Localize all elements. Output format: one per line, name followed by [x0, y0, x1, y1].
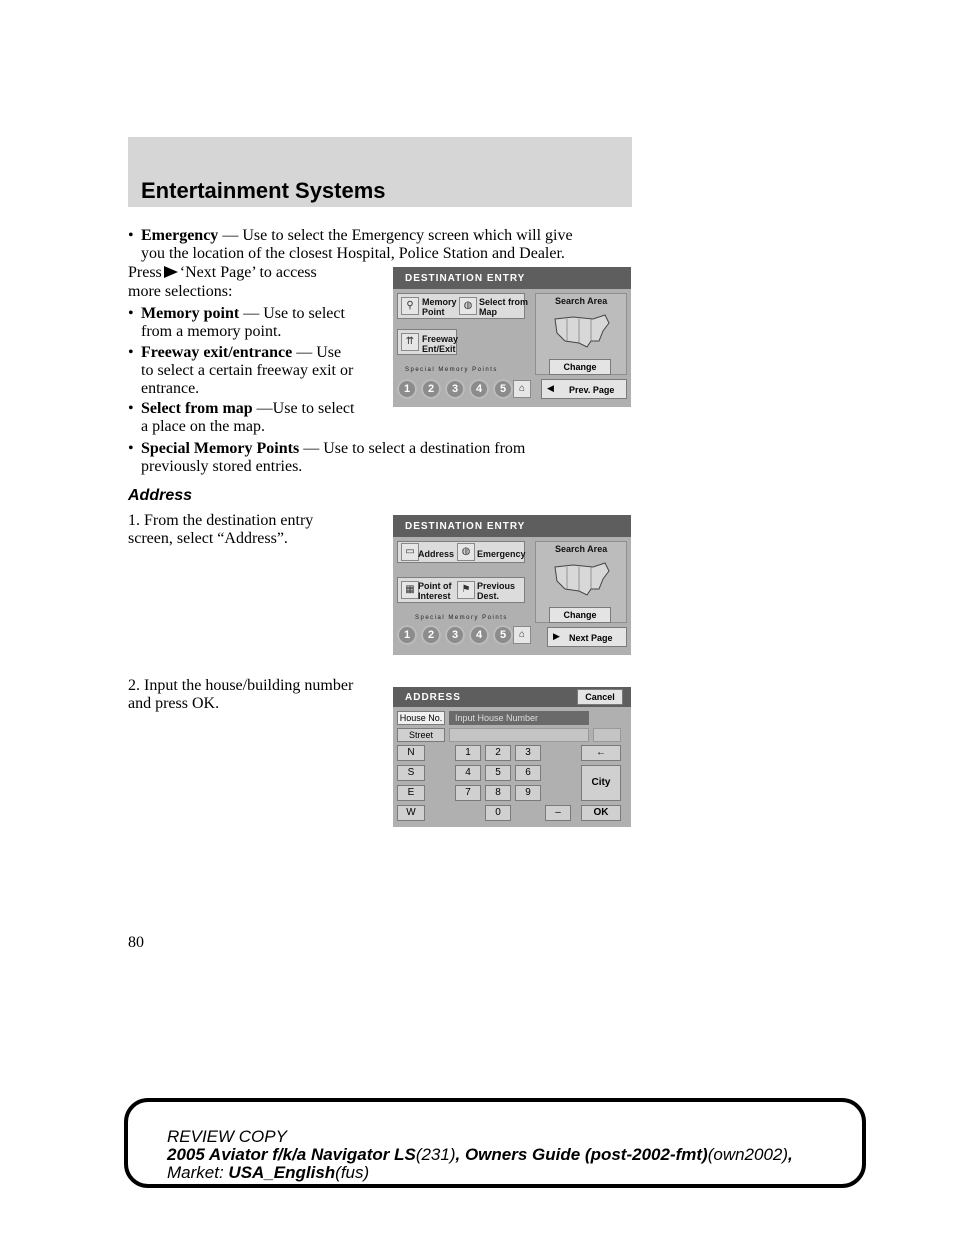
screen-title: DESTINATION ENTRY: [393, 515, 631, 537]
us-map-icon: [553, 311, 611, 349]
previous-label-a: Previous: [477, 581, 516, 591]
pin-icon: ⚲: [401, 297, 419, 315]
memory-5-button[interactable]: 5: [493, 379, 513, 399]
memory-label-a: Memory: [422, 297, 457, 307]
destination-entry-screen-2: [393, 515, 631, 655]
emergency-label: Emergency: [141, 227, 219, 244]
step2-line2: and press OK.: [128, 695, 220, 712]
memory-desc: — Use to select: [243, 305, 345, 322]
us-map-icon: [553, 559, 611, 597]
selectmap-desc-2: a place on the map.: [141, 418, 265, 435]
memory-4-button[interactable]: 4: [469, 625, 489, 645]
page-number: 80: [128, 934, 144, 951]
key-3[interactable]: 3: [515, 745, 541, 761]
memory-4-button[interactable]: 4: [469, 379, 489, 399]
special-label: Special Memory Points: [141, 440, 300, 457]
footer-model: 2005 Aviator f/k/a Navigator LS: [167, 1145, 416, 1164]
search-area-label: Search Area: [555, 296, 608, 306]
prev-arrow-icon: ◀: [547, 383, 554, 393]
footer-market-label: Market:: [167, 1163, 224, 1182]
key-4[interactable]: 4: [455, 765, 481, 781]
key-0[interactable]: 0: [485, 805, 511, 821]
screen-title: DESTINATION ENTRY: [393, 267, 631, 289]
special-desc: — Use to select a destination from: [303, 440, 526, 457]
street-input[interactable]: [449, 728, 589, 742]
dir-n-button[interactable]: N: [397, 745, 425, 761]
section-title: Entertainment Systems: [141, 178, 386, 203]
poi-icon: ▦: [401, 581, 419, 599]
next-page-label: Next Page: [569, 633, 613, 643]
key-7[interactable]: 7: [455, 785, 481, 801]
footer-code: (231): [415, 1145, 456, 1164]
dir-e-button[interactable]: E: [397, 785, 425, 801]
dir-s-button[interactable]: S: [397, 765, 425, 781]
footer-line-2: [167, 1146, 793, 1164]
address-heading: Address: [128, 487, 193, 504]
selectmap-bullet: • Select from map —Use to select: [128, 400, 355, 417]
special-memory-label: Special Memory Points: [415, 615, 508, 621]
memory-1-button[interactable]: 1: [397, 625, 417, 645]
step1-line1: 1. From the destination entry: [128, 512, 314, 529]
emergency-label: Emergency: [477, 549, 526, 559]
freeway-desc-2: to select a certain freeway exit or: [141, 362, 354, 379]
press-post: ‘Next Page’ to access: [179, 264, 317, 281]
memory-3-button[interactable]: 3: [445, 379, 465, 399]
footer-guide-code: (own2002): [707, 1145, 789, 1164]
key-5[interactable]: 5: [485, 765, 511, 781]
globe-icon: ◍: [457, 543, 475, 561]
search-area-label: Search Area: [555, 544, 608, 554]
key-1[interactable]: 1: [455, 745, 481, 761]
memory-2-button[interactable]: 2: [421, 625, 441, 645]
home-icon[interactable]: ⌂: [513, 626, 531, 644]
freeway-label-a: Freeway: [422, 334, 459, 344]
freeway-desc-3: entrance.: [141, 380, 200, 397]
change-button[interactable]: Change: [549, 607, 611, 623]
press-pre: Press: [128, 264, 162, 281]
footer-line-1: REVIEW COPY: [167, 1127, 287, 1146]
emergency-desc-2: you the location of the closest Hospital, Police Station and Dealer.: [141, 245, 565, 262]
key-2[interactable]: 2: [485, 745, 511, 761]
footer-guide: , Owners Guide (post-2002-fmt): [455, 1145, 708, 1164]
emergency-bullet: • Emergency — Use to select the Emergency screen which will give: [128, 227, 573, 244]
key-6[interactable]: 6: [515, 765, 541, 781]
selectmap-label-b: Map: [479, 307, 497, 317]
key-9[interactable]: 9: [515, 785, 541, 801]
next-arrow-icon: [164, 266, 178, 278]
screen-title: ADDRESS: [393, 687, 631, 707]
freeway-label: Freeway exit/entrance: [141, 344, 293, 361]
footer-comma: ,: [788, 1145, 793, 1164]
address-icon: ▭: [401, 543, 419, 561]
freeway-desc: — Use: [296, 344, 342, 361]
selectmap-label-a: Select from: [479, 297, 529, 307]
change-button[interactable]: Change: [549, 359, 611, 375]
memory-3-button[interactable]: 3: [445, 625, 465, 645]
address-screen: [393, 687, 631, 827]
poi-label-b: Interest: [418, 591, 451, 601]
flag-icon: ⚑: [457, 581, 475, 599]
memory-2-button[interactable]: 2: [421, 379, 441, 399]
emergency-desc: — Use to select the Emergency screen which will give: [222, 227, 573, 244]
house-no-tab[interactable]: House No.: [397, 711, 445, 725]
memory-1-button[interactable]: 1: [397, 379, 417, 399]
press-line: [128, 264, 317, 282]
memory-label: Memory point: [141, 305, 240, 322]
home-icon[interactable]: ⌂: [513, 380, 531, 398]
selectmap-label: Select from map: [141, 400, 253, 417]
footer-market: USA_English: [228, 1163, 336, 1182]
prev-page-label: Prev. Page: [569, 385, 615, 395]
freeway-bullet: • Freeway exit/entrance — Use: [128, 344, 342, 361]
ok-button[interactable]: OK: [581, 805, 621, 821]
memory-label-b: Point: [422, 307, 445, 317]
special-memory-label: Special Memory Points: [405, 367, 498, 373]
footer-line-3: [167, 1164, 369, 1182]
globe-icon: ◍: [459, 297, 477, 315]
city-button[interactable]: City: [581, 765, 621, 801]
previous-label-b: Dest.: [477, 591, 500, 601]
cancel-button[interactable]: Cancel: [577, 689, 623, 705]
street-extra-field: [593, 728, 621, 742]
destination-entry-screen-1: [393, 267, 631, 407]
poi-label-a: Point of: [418, 581, 452, 591]
street-tab[interactable]: Street: [397, 728, 445, 742]
memory-bullet: • Memory point — Use to select: [128, 305, 345, 322]
house-number-input[interactable]: Input House Number: [449, 711, 589, 725]
special-desc-2: previously stored entries.: [141, 458, 303, 475]
freeway-icon: ⇈: [401, 333, 419, 351]
step2-line1: 2. Input the house/building number: [128, 677, 354, 694]
step1-line2: screen, select “Address”.: [128, 530, 288, 547]
dir-w-button[interactable]: W: [397, 805, 425, 821]
special-bullet: • Special Memory Points — Use to select a destination from: [128, 440, 526, 457]
key-8[interactable]: 8: [485, 785, 511, 801]
freeway-label-b: Ent/Exit: [422, 344, 456, 354]
memory-desc-2: from a memory point.: [141, 323, 282, 340]
address-label: Address: [418, 549, 455, 559]
memory-5-button[interactable]: 5: [493, 625, 513, 645]
key-dash[interactable]: –: [545, 805, 571, 821]
selectmap-desc: —Use to select: [256, 400, 355, 417]
press-line-2: more selections:: [128, 283, 233, 300]
footer-market-code: (fus): [335, 1163, 370, 1182]
backspace-button[interactable]: ←: [581, 745, 621, 761]
next-arrow-icon: ▶: [553, 631, 560, 641]
